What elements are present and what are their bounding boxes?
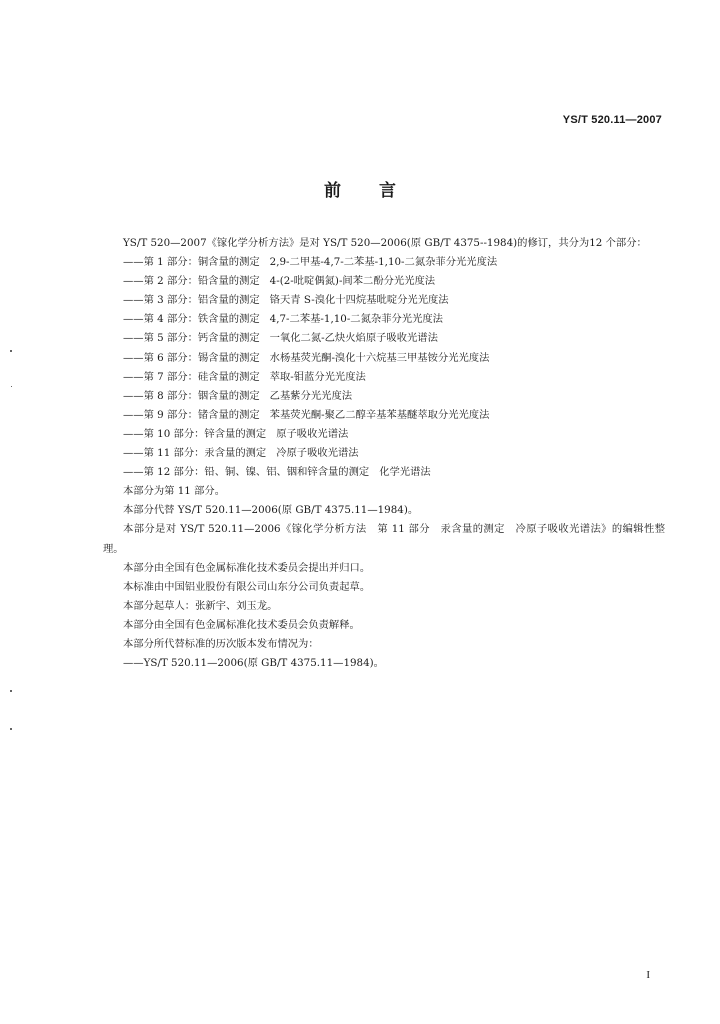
part-method: 化学光谱法 <box>379 466 431 479</box>
part-method: 4,7-二苯基-1,10-二氮杂菲分光光度法 <box>269 313 443 326</box>
list-item <box>103 310 665 329</box>
parts-list <box>103 253 665 482</box>
drafters-statement: 本部分起草人：张新宇、刘玉龙。 <box>123 599 278 612</box>
list-item <box>103 387 665 406</box>
drafted-by-statement: 本标准由中国铝业股份有限公司山东分公司负责起草。 <box>123 580 371 593</box>
part-method: 乙基紫分光光度法 <box>269 389 353 402</box>
list-item <box>103 463 665 482</box>
part-method: 萃取-钼蓝分光光度法 <box>269 370 366 383</box>
page-number: I <box>646 969 650 981</box>
title-char-1: 前 <box>324 181 341 201</box>
list-item <box>103 253 665 272</box>
interpretation-statement: 本部分由全国有色金属标准化技术委员会负责解释。 <box>123 618 360 631</box>
part-label: ——第 1 部分：铜含量的测定 <box>123 256 260 269</box>
part-method: 原子吸收光谱法 <box>276 427 349 440</box>
proposed-statement: 本部分由全国有色金属标准化技术委员会提出并归口。 <box>123 561 371 574</box>
list-item <box>103 272 665 291</box>
part-label: ——第 2 部分：铅含量的测定 <box>123 275 260 288</box>
this-part-statement: 本部分为第 11 部分。 <box>123 485 226 498</box>
part-label: ——第 8 部分：铟含量的测定 <box>123 389 260 402</box>
part-label: ——第 6 部分：锡含量的测定 <box>123 351 260 364</box>
part-method: 4-(2-吡啶偶氮)-间苯二酚分光光度法 <box>269 275 436 288</box>
scan-speck <box>11 386 12 387</box>
list-item <box>103 425 665 444</box>
scan-speck <box>10 350 12 352</box>
list-item <box>103 349 665 368</box>
intro-paragraph: YS/T 520—2007《镓化学分析方法》是对 YS/T 520—2006(原 GB/T 4375--1984)的修订，共分为12 个部分： <box>123 237 647 249</box>
part-label: ——第 3 部分：铝含量的测定 <box>123 294 260 307</box>
part-method: 一氧化二氮-乙炔火焰原子吸收光谱法 <box>269 332 438 345</box>
title-char-2: 言 <box>379 181 396 201</box>
history-intro: 本部分所代替标准的历次版本发布情况为： <box>123 637 319 650</box>
part-label: ——第 4 部分：铁含量的测定 <box>123 313 260 326</box>
part-label: ——第 11 部分：汞含量的测定 <box>123 447 267 460</box>
part-label: ——第 12 部分：铅、铜、镍、铝、铟和锌含量的测定 <box>123 466 370 479</box>
list-item <box>103 368 665 387</box>
replaces-statement: 本部分代替 YS/T 520.11—2006(原 GB/T 4375.11—1984)。 <box>123 504 419 517</box>
list-item <box>103 406 665 425</box>
part-label: ——第 10 部分：锌含量的测定 <box>123 427 267 440</box>
standard-code: YS/T 520.11—2007 <box>562 114 662 126</box>
scan-speck <box>10 690 12 692</box>
part-label: ——第 5 部分：钙含量的测定 <box>123 332 260 345</box>
part-method: 水杨基荧光酮-溴化十六烷基三甲基铵分光光度法 <box>269 351 490 364</box>
part-method: 苯基荧光酮-聚乙二醇辛基苯基醚萃取分光光度法 <box>269 408 490 421</box>
part-method: 铬天青 S-溴化十四烷基吡啶分光光度法 <box>269 294 449 307</box>
part-label: ——第 7 部分：硅含量的测定 <box>123 370 260 383</box>
page-title <box>0 176 720 201</box>
part-method: 2,9-二甲基-4,7-二苯基-1,10-二氮杂菲分光光度法 <box>269 256 498 269</box>
scan-speck <box>10 728 12 730</box>
list-item <box>103 444 665 463</box>
list-item <box>103 291 665 310</box>
list-item <box>103 329 665 348</box>
foreword-body <box>103 234 665 673</box>
part-method: 冷原子吸收光谱法 <box>276 447 359 460</box>
part-label: ——第 9 部分：锗含量的测定 <box>123 408 260 421</box>
revision-statement: 本部分是对 YS/T 520.11—2006《镓化学分析方法 第 11 部分 汞含量的测定 冷原子吸收光谱法》的编辑性整理。 <box>103 523 665 555</box>
history-item: ——YS/T 520.11—2006(原 GB/T 4375.11—1984)。 <box>123 657 384 670</box>
